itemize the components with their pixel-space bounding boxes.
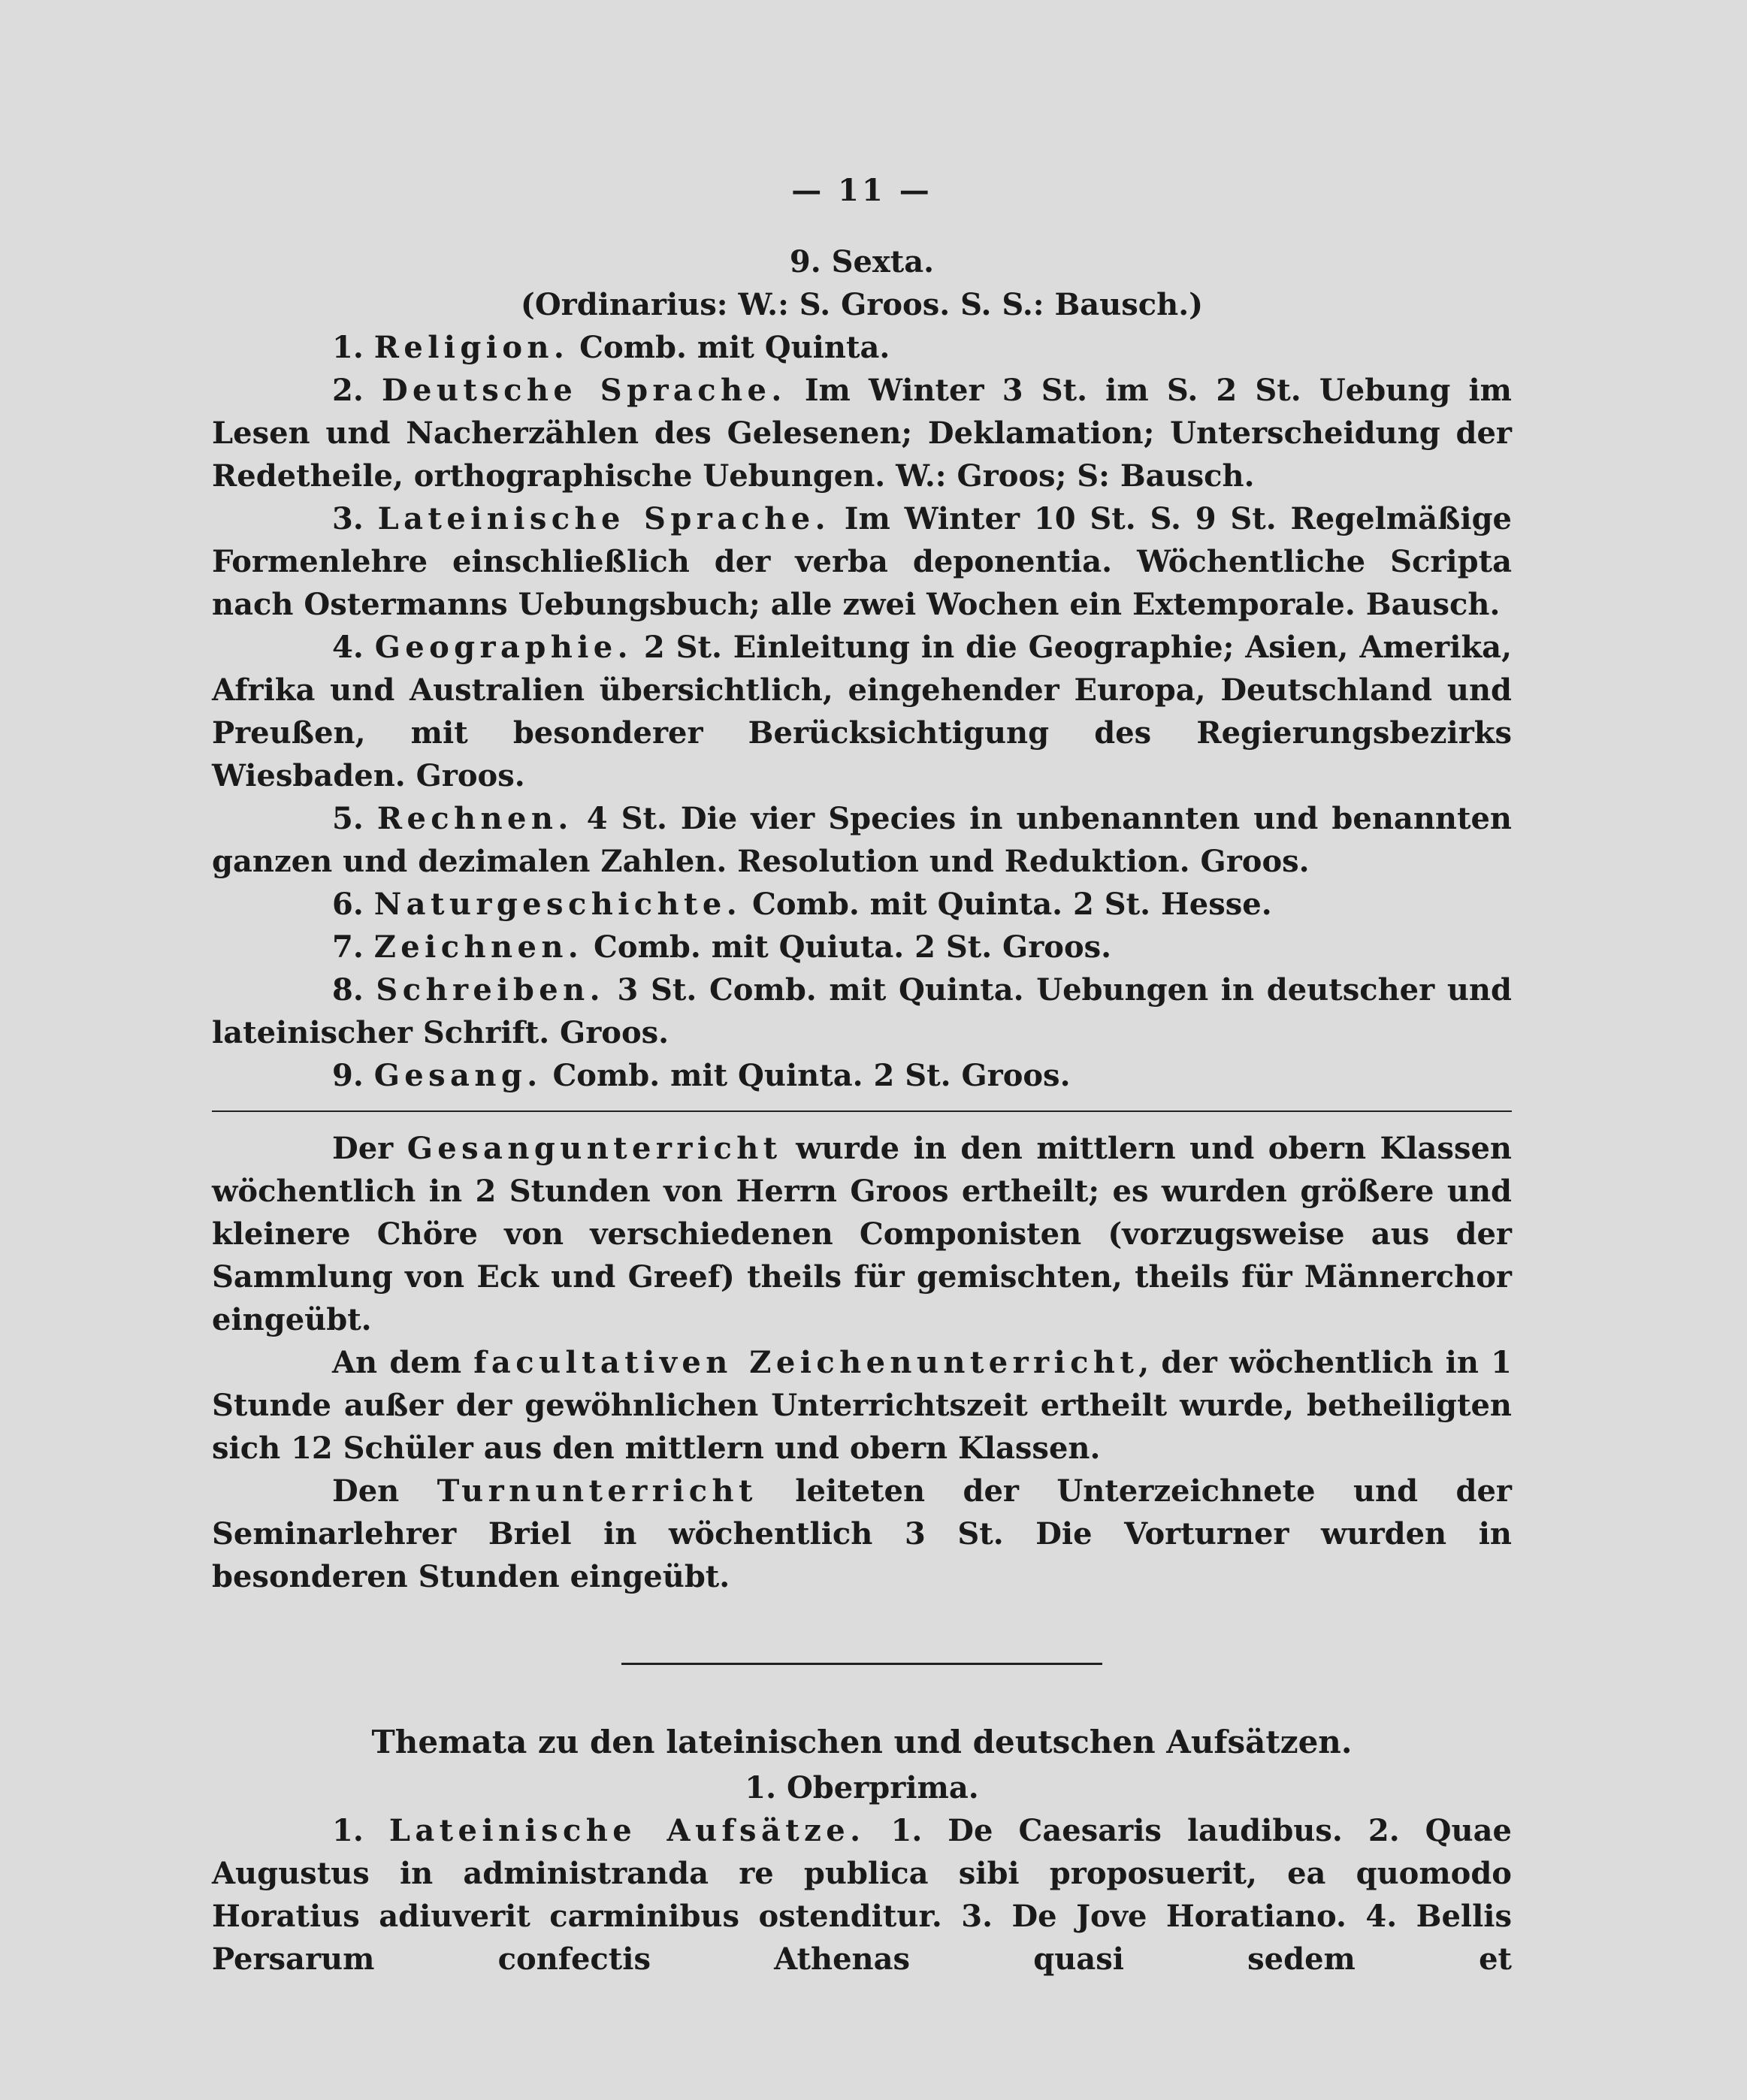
item-number: 5. <box>332 801 364 836</box>
remark-zeichenunterricht <box>212 1341 1512 1470</box>
remark-gesangunterricht <box>212 1127 1512 1341</box>
remark-text: , der wöchentlich in 1 Stunde außer der gewöhnlichen Unterrichtszeit ertheilt wurde, betheiligten sich 12 Schüler aus den mittlern und obern Klassen. <box>212 1345 1512 1466</box>
subject-item-deutsch <box>212 369 1512 497</box>
item-text: Comb. mit Quinta. 2 St. Hesse. <box>742 887 1272 922</box>
item-subject: Lateinische Sprache. <box>377 501 830 536</box>
subject-item-schreiben <box>212 968 1512 1054</box>
page-number: — 11 — <box>791 173 932 208</box>
item-subject: Religion. <box>373 330 570 365</box>
item-text: Im Winter 3 St. im S. 2 St. Uebung im Lesen und Nacherzählen des Gelesenen; Deklamation; Unterscheidung der Redetheile, orthographische Uebungen. W.: Groos; S: Bausch. <box>212 373 1512 494</box>
item-subject: Geographie. <box>374 630 633 665</box>
item-text: Comb. mit Quiuta. 2 St. Groos. <box>583 929 1112 965</box>
subject-item-religion <box>212 326 1512 369</box>
item-subject: Naturgeschichte. <box>373 887 742 922</box>
item-number: 9. <box>332 1058 364 1093</box>
remark-text: leiteten der Unterzeichnete und der Seminarlehrer Briel in wöchentlich 3 St. Die Vorturner wurden in besonderen Stunden eingeübt. <box>212 1473 1512 1594</box>
remark-emphasis: facultativen Zeichenunterricht <box>473 1345 1139 1380</box>
subject-item-rechnen <box>212 797 1512 883</box>
subject-item-geographie <box>212 626 1512 797</box>
section-divider <box>212 1110 1512 1112</box>
item-text: 4 St. Die vier Species in unbenannten und benannten ganzen und dezimalen Zahlen. Resolution und Reduktion. Groos. <box>212 801 1512 879</box>
remark-text: Der <box>332 1131 407 1166</box>
remark-emphasis: Turnunterricht <box>437 1473 757 1509</box>
section-title-sexta: 9. Sexta. <box>789 244 935 279</box>
item-subject: Zeichnen. <box>373 929 584 965</box>
subject-item-gesang <box>212 1054 1512 1097</box>
item-subject: Schreiben. <box>376 972 605 1008</box>
subject-item-latein <box>212 497 1512 626</box>
class-title-oberprima: 1. Oberprima. <box>745 1770 979 1805</box>
remark-emphasis: Gesangunterricht <box>407 1131 782 1166</box>
item-number: 2. <box>332 373 364 408</box>
item-subject: Rechnen. <box>376 801 573 836</box>
item-subject: Deutsche Sprache. <box>381 373 787 408</box>
item-number: 3. <box>332 501 364 536</box>
text-block <box>212 169 1512 1981</box>
item-text: Im Winter 10 St. S. 9 St. Regelmäßige Formenlehre einschließlich der verba deponentia. Wöchentliche Scripta nach Ostermanns Uebungsbuch; alle zwei Wochen ein Extemporale. Bausch. <box>212 501 1512 622</box>
remark-turnunterricht <box>212 1470 1512 1598</box>
item-subject: Lateinische Aufsätze. <box>388 1813 866 1848</box>
subject-item-zeichnen <box>212 926 1512 968</box>
item-text: Comb. mit Quinta. <box>569 330 890 365</box>
item-text: Comb. mit Quinta. 2 St. Groos. <box>542 1058 1071 1093</box>
remark-text: Den <box>332 1473 437 1509</box>
item-number: 1. <box>332 1813 364 1848</box>
item-text: 2 St. Einleitung in die Geographie; Asien, Amerika, Afrika und Australien übersichtlich, eingehender Europa, Deutschland und Preußen, mit besonderer Berücksichtigung des Regierungsbezirks Wiesbaden. Groos. <box>212 630 1513 793</box>
item-number: 4. <box>332 630 364 665</box>
item-number: 1. <box>332 330 364 365</box>
item-text: 1. De Caesaris laudibus. 2. Quae Augustus in administranda re publica sibi proposuerit, ea quomodo Horatius adiuverit carminibus ostenditur. 3. De Jove Horatiano. 4. Bellis Persarum confectis Athenas quasi sedem et <box>212 1813 1512 1977</box>
item-number: 7. <box>332 929 364 965</box>
item-text: 3 St. Comb. mit Quinta. Uebungen in deutscher und lateinischer Schrift. Groos. <box>212 972 1512 1050</box>
themata-title: Themata zu den lateinischen und deutschen Aufsätzen. <box>371 1724 1353 1760</box>
item-number: 8. <box>332 972 364 1008</box>
ordinarius-line: (Ordinarius: W.: S. Groos. S. S.: Bausch.) <box>520 287 1204 322</box>
remark-text: wurde in den mittlern und obern Klassen wöchentlich in 2 Stunden von Herrn Groos ertheilt; es wurden größere und kleinere Chöre von verschiedenen Componisten (vorzugsweise aus der Sammlung von Eck und Greef) theils für gemischten, theils für Männerchor eingeübt. <box>212 1131 1512 1337</box>
item-number: 6. <box>332 887 364 922</box>
remark-text: An dem <box>332 1345 474 1380</box>
subject-item-naturgeschichte <box>212 883 1512 926</box>
section-divider-short <box>621 1663 1102 1665</box>
item-subject: Gesang. <box>373 1058 543 1093</box>
themata-item-latein <box>212 1809 1512 1981</box>
